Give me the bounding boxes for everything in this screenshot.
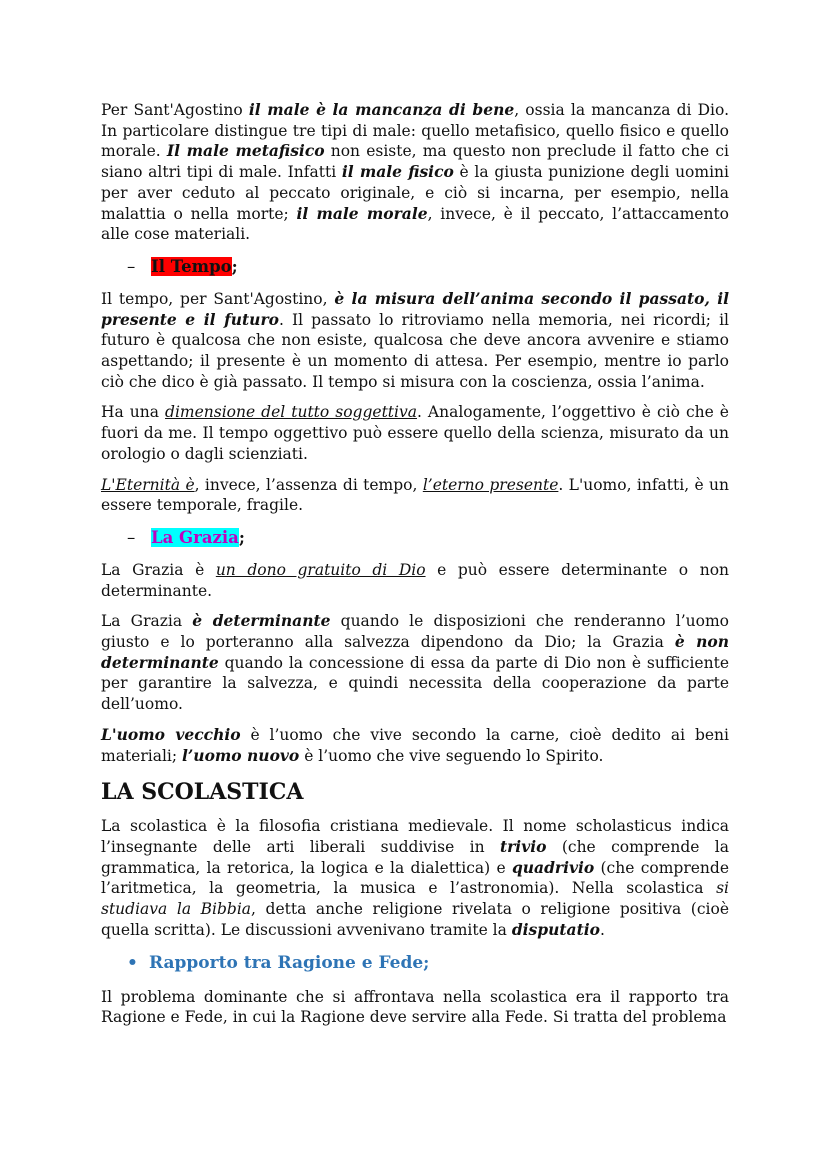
text: ; <box>231 256 238 276</box>
text: Ha una <box>101 403 166 422</box>
text: non esiste, ma questo non preclude il fatto che ci siano altri tipi di male. Infatti <box>101 142 729 182</box>
highlighted-heading: Il Tempo <box>151 256 232 276</box>
bullet-icon: • <box>127 952 138 973</box>
text: . Analogamente, l’oggettivo è ciò che è fuori da me. Il tempo oggettivo può essere quello della scienza, misurato da un orologio o dagli scienziati. <box>101 403 729 463</box>
dash-marker: – <box>127 527 136 547</box>
emphasis: il male morale <box>296 203 428 223</box>
emphasis: quadrivio <box>511 857 595 877</box>
dash-marker: – <box>127 256 136 276</box>
emphasis: Il male metafisico <box>166 141 325 161</box>
emphasis: il male è la mancanza di bene <box>248 100 515 119</box>
paragraph-uomo <box>101 725 729 766</box>
emphasis: disputatio <box>511 919 600 939</box>
underlined-text: un dono gratuito di Dio <box>215 560 426 579</box>
highlighted-heading: La Grazia <box>151 527 239 547</box>
paragraph-tempo <box>101 289 729 393</box>
text: Per Sant'Agostino <box>101 101 249 119</box>
emphasis: è non determinante <box>101 632 729 672</box>
subheading: Rapporto tra Ragione e Fede; <box>149 952 430 973</box>
text: è l’uomo che vive secondo la carne, cioè dedito ai beni materiali; <box>101 725 729 765</box>
emphasis: il male fisico <box>341 162 454 182</box>
text: , ossia la mancanza di Dio. In particolare distingue tre tipi di male: quello metafisico, quello fisico e quello morale. <box>101 101 729 161</box>
section-heading: LA SCOLASTICA <box>101 779 304 806</box>
emphasis: è determinante <box>192 611 331 631</box>
document-page <box>101 100 729 1038</box>
list-item-tempo <box>127 255 729 279</box>
text: è la giusta punizione degli uomini per aver ceduto al peccato originale, e ciò si incarna, per esempio, nella malattia o nella morte; <box>101 163 729 223</box>
text: (che comprende la grammatica, la retorica, la logica e la dialettica) e <box>101 837 730 877</box>
paragraph-grazia-determinante <box>101 611 729 715</box>
italic-text: si studiava la Bibbia <box>101 879 729 919</box>
paragraph-grazia-dono <box>101 560 729 601</box>
bullet-item-ragione-fede <box>127 951 729 975</box>
text: La Grazia <box>101 612 193 631</box>
text: e può essere determinante o non determinante. <box>101 560 730 600</box>
text: . <box>599 920 605 939</box>
text: , detta anche religione rivelata o religione positiva (cioè quella scritta). Le discussioni avvenivano tramite la <box>101 900 729 939</box>
emphasis: L'uomo vecchio <box>101 724 241 744</box>
emphasis: l’uomo nuovo <box>182 745 300 765</box>
text: . Il passato lo ritroviamo nella memoria, nei ricordi; il futuro è qualcosa che non esiste, qualcosa che deve ancora avvenire e stiamo aspettando; il presente è un momento di attesa. Per esempio, mentre io parlo ciò che dico è già passato. Il tempo si misura con la coscienza, ossia l’anima. <box>101 310 729 391</box>
underlined-text: L'Eternità è <box>101 475 195 494</box>
list-item-grazia <box>127 526 729 550</box>
paragraph-soggettiva <box>101 402 729 464</box>
underlined-text: dimensione del tutto soggettiva <box>165 403 417 422</box>
text: Il problema dominante che si affrontava nella scolastica era il rapporto tra Ragione e Fede, in cui la Ragione deve servire alla Fede. Si tratta del problema <box>101 987 729 1027</box>
text: quando la concessione di essa da parte di Dio non è sufficiente per garantire la salvezza, e quindi necessita della cooperazione da parte dell’uomo. <box>101 653 729 714</box>
paragraph-problema <box>101 987 729 1028</box>
text: Il tempo, per Sant'Agostino, <box>101 289 335 308</box>
text: (che comprende l’aritmetica, la geometria, la musica e l’astronomia). Nella scolastica <box>101 858 729 898</box>
paragraph-eternita <box>101 475 729 516</box>
text: è l’uomo che vive seguendo lo Spirito. <box>299 746 604 765</box>
paragraph-male <box>101 100 729 245</box>
text: La scolastica è la filosofia cristiana medievale. Il nome scholasticus indica l’insegnante delle arti liberali suddivise in <box>101 817 729 856</box>
emphasis: trivio <box>499 836 547 856</box>
paragraph-scolastica <box>101 816 729 940</box>
text: ; <box>238 527 245 547</box>
underlined-text: l’eterno presente <box>422 475 559 494</box>
emphasis: è la misura dell’anima secondo il passato, il presente e il futuro <box>101 288 729 329</box>
text: , invece, l’assenza di tempo, <box>194 475 423 494</box>
text: . L'uomo, infatti, è un essere temporale, fragile. <box>101 475 730 515</box>
text: quando le disposizioni che renderanno l’uomo giusto e lo porteranno alla salvezza dipendono da Dio; la Grazia <box>101 612 729 652</box>
text: , invece, è il peccato, l’attaccamento alle cose materiali. <box>101 204 730 244</box>
text: La Grazia è <box>101 560 216 579</box>
